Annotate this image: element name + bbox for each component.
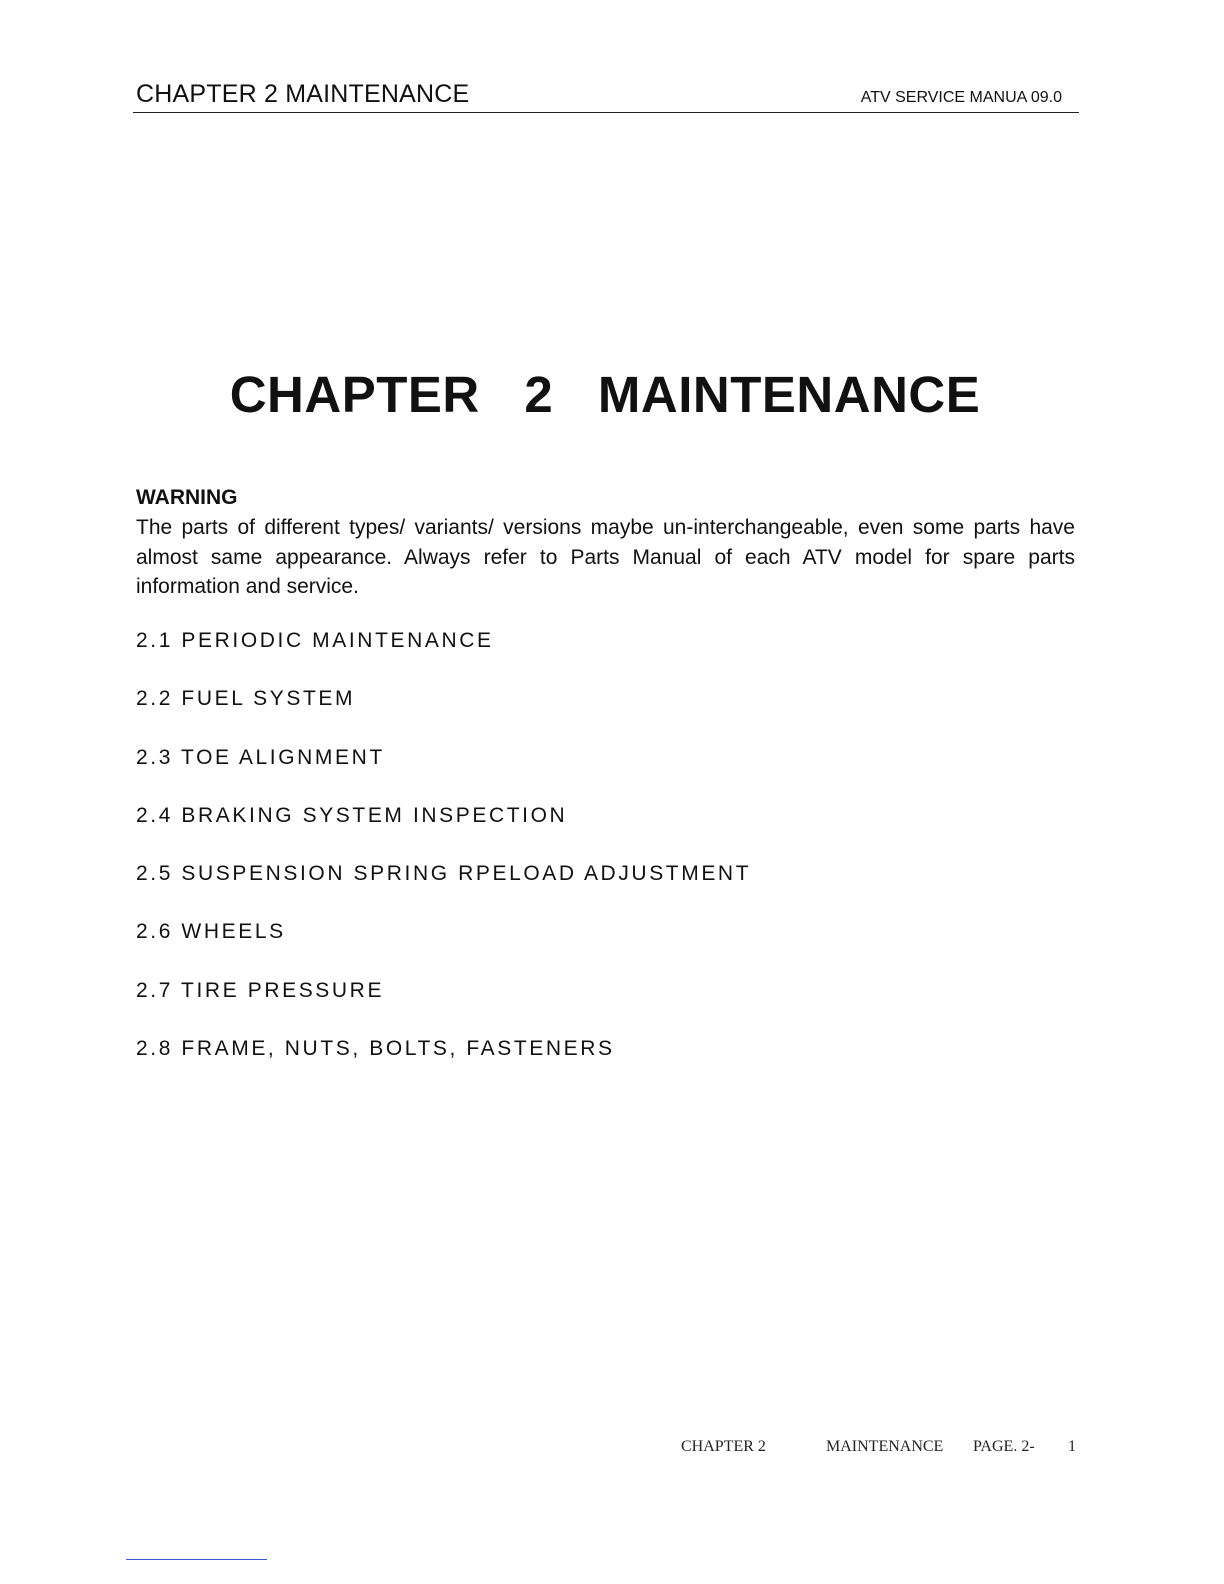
toc-item-wheels: 2.6 WHEELS	[136, 920, 286, 944]
toc-item-tire-pressure: 2.7 TIRE PRESSURE	[136, 978, 385, 1002]
warning-body: The parts of different types/ variants/ versions maybe un-interchangeable, even some parts have almost same appearance. Always refer to Parts Manual of each ATV model for spare parts information and service.	[136, 516, 1075, 598]
running-header	[133, 78, 1079, 113]
toc-item-braking-system: 2.4 BRAKING SYSTEM INSPECTION	[136, 803, 568, 827]
footer-page-number: 1	[1068, 1438, 1076, 1455]
footnote-divider	[126, 1559, 267, 1560]
page-footer	[681, 1438, 1076, 1528]
toc-item-frame-fasteners: 2.8 FRAME, NUTS, BOLTS, FASTENERS	[136, 1037, 615, 1061]
chapter-title: CHAPTER 2 MAINTENANCE	[229, 366, 981, 423]
warning-title: WARNING	[136, 486, 238, 509]
toc-item-fuel-system: 2.2 FUEL SYSTEM	[136, 687, 356, 711]
footer-chapter: CHAPTER 2	[681, 1438, 766, 1455]
table-of-contents	[136, 629, 751, 1095]
toc-item-periodic-maintenance: 2.1 PERIODIC MAINTENANCE	[136, 629, 494, 652]
header-chapter-title: CHAPTER 2 MAINTENANCE	[136, 80, 470, 108]
footer-page-label: PAGE. 2-	[973, 1438, 1035, 1455]
footer-section: MAINTENANCE	[826, 1438, 944, 1455]
header-manual-title: ATV SERVICE MANUA 09.0	[860, 89, 1062, 106]
toc-item-suspension-spring: 2.5 SUSPENSION SPRING RPELOAD ADJUSTMENT	[136, 862, 752, 886]
toc-item-toe-alignment: 2.3 TOE ALIGNMENT	[136, 745, 385, 769]
